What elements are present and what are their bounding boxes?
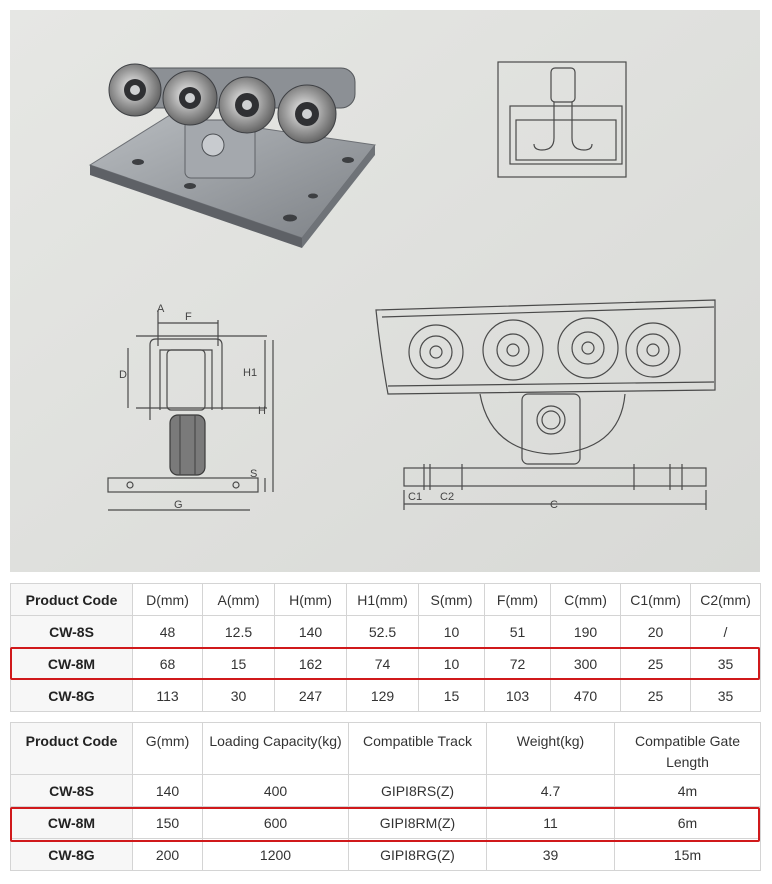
table-cell: 35 bbox=[691, 680, 761, 712]
table-cell: 300 bbox=[551, 648, 621, 680]
table-cell: GIPI8RS(Z) bbox=[349, 775, 487, 807]
table-cell: 12.5 bbox=[203, 616, 275, 648]
table-cell: / bbox=[691, 616, 761, 648]
header-a: A(mm) bbox=[203, 584, 275, 616]
table-cell: 247 bbox=[275, 680, 347, 712]
table-cell: 72 bbox=[485, 648, 551, 680]
header-compatible-track: Compatible Track bbox=[349, 723, 487, 775]
table-cell: 103 bbox=[485, 680, 551, 712]
table-cell: 129 bbox=[347, 680, 419, 712]
header-product-code: Product Code bbox=[11, 723, 133, 775]
table-cell: 190 bbox=[551, 616, 621, 648]
product-code-cell: CW-8M bbox=[11, 648, 133, 680]
dimensions-table bbox=[10, 583, 761, 712]
dim-label-c2: C2 bbox=[440, 491, 455, 503]
dim-label-g: G bbox=[174, 499, 183, 511]
table-cell: 15 bbox=[419, 680, 485, 712]
header-h1: H1(mm) bbox=[347, 584, 419, 616]
table-cell: 150 bbox=[133, 807, 203, 839]
table-cell: 113 bbox=[133, 680, 203, 712]
table-cell: 400 bbox=[203, 775, 349, 807]
dim-label-c: C bbox=[550, 499, 558, 511]
header-c2: C2(mm) bbox=[691, 584, 761, 616]
product-code-cell: CW-8S bbox=[11, 775, 133, 807]
table-row bbox=[11, 807, 761, 839]
table-row bbox=[11, 648, 761, 680]
dim-label-f: F bbox=[185, 311, 192, 323]
table-cell: 140 bbox=[275, 616, 347, 648]
header-product-code: Product Code bbox=[11, 584, 133, 616]
header-s: S(mm) bbox=[419, 584, 485, 616]
table-row bbox=[11, 680, 761, 712]
dimensions-table-header bbox=[11, 584, 761, 616]
capacity-table bbox=[10, 722, 761, 871]
table-cell: 140 bbox=[133, 775, 203, 807]
table-cell: 30 bbox=[203, 680, 275, 712]
header-f: F(mm) bbox=[485, 584, 551, 616]
table-cell: 35 bbox=[691, 648, 761, 680]
header-c: C(mm) bbox=[551, 584, 621, 616]
table-cell: 15 bbox=[203, 648, 275, 680]
product-code-cell: CW-8G bbox=[11, 680, 133, 712]
table-cell: 162 bbox=[275, 648, 347, 680]
dim-label-c1: C1 bbox=[408, 491, 423, 503]
table-cell: 11 bbox=[487, 807, 615, 839]
dim-label-h1: H1 bbox=[243, 367, 258, 379]
table-cell: 25 bbox=[621, 680, 691, 712]
table-cell: 200 bbox=[133, 839, 203, 871]
table-cell: 68 bbox=[133, 648, 203, 680]
dim-label-h: H bbox=[258, 405, 266, 417]
table-cell: 600 bbox=[203, 807, 349, 839]
table-cell: 1200 bbox=[203, 839, 349, 871]
table-cell: 74 bbox=[347, 648, 419, 680]
table-cell: 48 bbox=[133, 616, 203, 648]
dim-label-d: D bbox=[119, 369, 127, 381]
table-cell: 4.7 bbox=[487, 775, 615, 807]
table-cell: 51 bbox=[485, 616, 551, 648]
table-row bbox=[11, 775, 761, 807]
table-cell: 470 bbox=[551, 680, 621, 712]
product-code-cell: CW-8S bbox=[11, 616, 133, 648]
table-cell: 4m bbox=[615, 775, 761, 807]
product-code-cell: CW-8G bbox=[11, 839, 133, 871]
table-cell: 10 bbox=[419, 648, 485, 680]
header-c1: C1(mm) bbox=[621, 584, 691, 616]
table-cell: 52.5 bbox=[347, 616, 419, 648]
header-g: G(mm) bbox=[133, 723, 203, 775]
table-cell: GIPI8RM(Z) bbox=[349, 807, 487, 839]
product-drawing-image bbox=[10, 10, 760, 572]
technical-drawing bbox=[10, 10, 760, 572]
dim-label-a: A bbox=[157, 303, 165, 315]
table-cell: 25 bbox=[621, 648, 691, 680]
header-h: H(mm) bbox=[275, 584, 347, 616]
table-cell: GIPI8RG(Z) bbox=[349, 839, 487, 871]
product-code-cell: CW-8M bbox=[11, 807, 133, 839]
table-row bbox=[11, 839, 761, 871]
dim-label-s: S bbox=[250, 468, 258, 480]
table-cell: 20 bbox=[621, 616, 691, 648]
header-weight: Weight(kg) bbox=[487, 723, 615, 775]
table-cell: 39 bbox=[487, 839, 615, 871]
table-cell: 6m bbox=[615, 807, 761, 839]
header-d: D(mm) bbox=[133, 584, 203, 616]
header-loading-capacity: Loading Capacity(kg) bbox=[203, 723, 349, 775]
table-cell: 10 bbox=[419, 616, 485, 648]
capacity-table-header bbox=[11, 723, 761, 775]
table-row bbox=[11, 616, 761, 648]
header-compatible-gate-length: Compatible Gate Length bbox=[615, 723, 761, 775]
table-cell: 15m bbox=[615, 839, 761, 871]
